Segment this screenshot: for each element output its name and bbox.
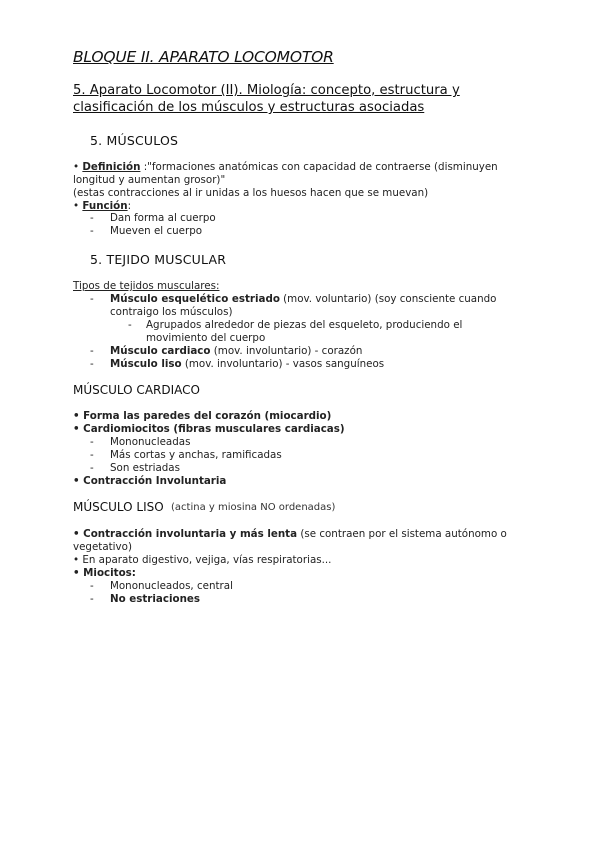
dash: - — [90, 293, 94, 305]
smooth-item-2: No estriaciones — [110, 593, 201, 605]
heading-musculo-cardiaco: MÚSCULO CARDIACO — [73, 383, 200, 397]
smooth-bullet-2: • En aparato digestivo, vejiga, vías respiratorias... — [73, 554, 332, 566]
function-item: Mueven el cuerpo — [110, 225, 203, 237]
dash: - — [90, 449, 94, 461]
smooth-muscle-text: (mov. involuntario) - vasos sanguíneos — [181, 358, 385, 370]
cardiac-bullet-1: • Forma las paredes del corazón (miocardio) — [73, 410, 332, 422]
function-label: Función — [82, 200, 128, 212]
smooth-muscle-label: Músculo liso — [110, 358, 182, 370]
definition-line-3: (estas contracciones al ir unidas a los huesos hacen que se muevan) — [73, 187, 429, 199]
smooth-bullet-3: • Miocitos: — [73, 567, 136, 579]
smooth-bullet-1-label: • Contracción involuntaria y más lenta — [73, 528, 298, 540]
heading-musculos: 5. MÚSCULOS — [90, 133, 179, 148]
tissue-types-label: Tipos de tejidos musculares: — [73, 280, 220, 292]
page-title: BLOQUE II. APARATO LOCOMOTOR — [73, 48, 334, 66]
skeletal-muscle-label: Músculo esquelético estriado — [110, 293, 280, 305]
bullet: • — [73, 161, 80, 173]
dash: - — [90, 225, 94, 237]
cardiac-muscle-text: (mov. involuntario) - corazón — [210, 345, 363, 357]
dash: - — [90, 462, 94, 474]
cardiac-item: Son estriadas — [110, 462, 180, 474]
dash: - — [90, 436, 94, 448]
definition-line-2: longitud y aumentan grosor)" — [73, 174, 226, 186]
dash: - — [90, 212, 94, 224]
cardiac-bullet-3: • Contracción Involuntaria — [73, 475, 227, 487]
dash: - — [90, 593, 94, 605]
smooth-bullet-1-text: (se contraen por el sistema autónomo o — [297, 528, 507, 540]
cardiac-item: Mononucleadas — [110, 436, 191, 448]
function-item: Dan forma al cuerpo — [110, 212, 216, 224]
cardiac-item: Más cortas y anchas, ramificadas — [110, 449, 282, 461]
smooth-bullet-1-line-1 — [73, 528, 507, 540]
skeletal-muscle-text: (mov. voluntario) (soy consciente cuando — [279, 293, 497, 305]
definition-label: Definición — [82, 161, 141, 173]
smooth-heading-note: (actina y miosina NO ordenadas) — [171, 502, 336, 513]
smooth-muscle-line — [110, 358, 384, 370]
page-subtitle: 5. Aparato Locomotor (II). Miología: concepto, estructura y clasificación de los músculos y estructuras asociadas — [73, 83, 460, 115]
dash: - — [90, 345, 94, 357]
heading-musculo-liso: MÚSCULO LISO — [73, 500, 164, 514]
heading-tejido-muscular: 5. TEJIDO MUSCULAR — [90, 252, 227, 267]
definition-text-1: :"formaciones anatómicas con capacidad de contraerse (disminuyen — [140, 161, 498, 173]
function-line — [73, 200, 131, 212]
skeletal-muscle-line-2: contraigo los músculos) — [110, 306, 233, 318]
skeletal-sub-line-2: movimiento del cuerpo — [146, 332, 266, 344]
smooth-bullet-1-line-2: vegetativo) — [73, 541, 132, 553]
function-colon: : — [127, 200, 132, 212]
skeletal-sub-line-1: Agrupados alrededor de piezas del esqueleto, produciendo el — [146, 319, 463, 331]
cardiac-muscle-label: Músculo cardiaco — [110, 345, 211, 357]
skeletal-muscle-line-1 — [110, 293, 496, 305]
dash: - — [128, 319, 132, 331]
dash: - — [90, 358, 94, 370]
cardiac-bullet-2: • Cardiomiocitos (fibras musculares cardiacas) — [73, 423, 345, 435]
cardiac-muscle-line — [110, 345, 362, 357]
bullet: • — [73, 200, 80, 212]
definition-line-1 — [73, 161, 498, 173]
smooth-item-1: Mononucleados, central — [110, 580, 233, 592]
dash: - — [90, 580, 94, 592]
